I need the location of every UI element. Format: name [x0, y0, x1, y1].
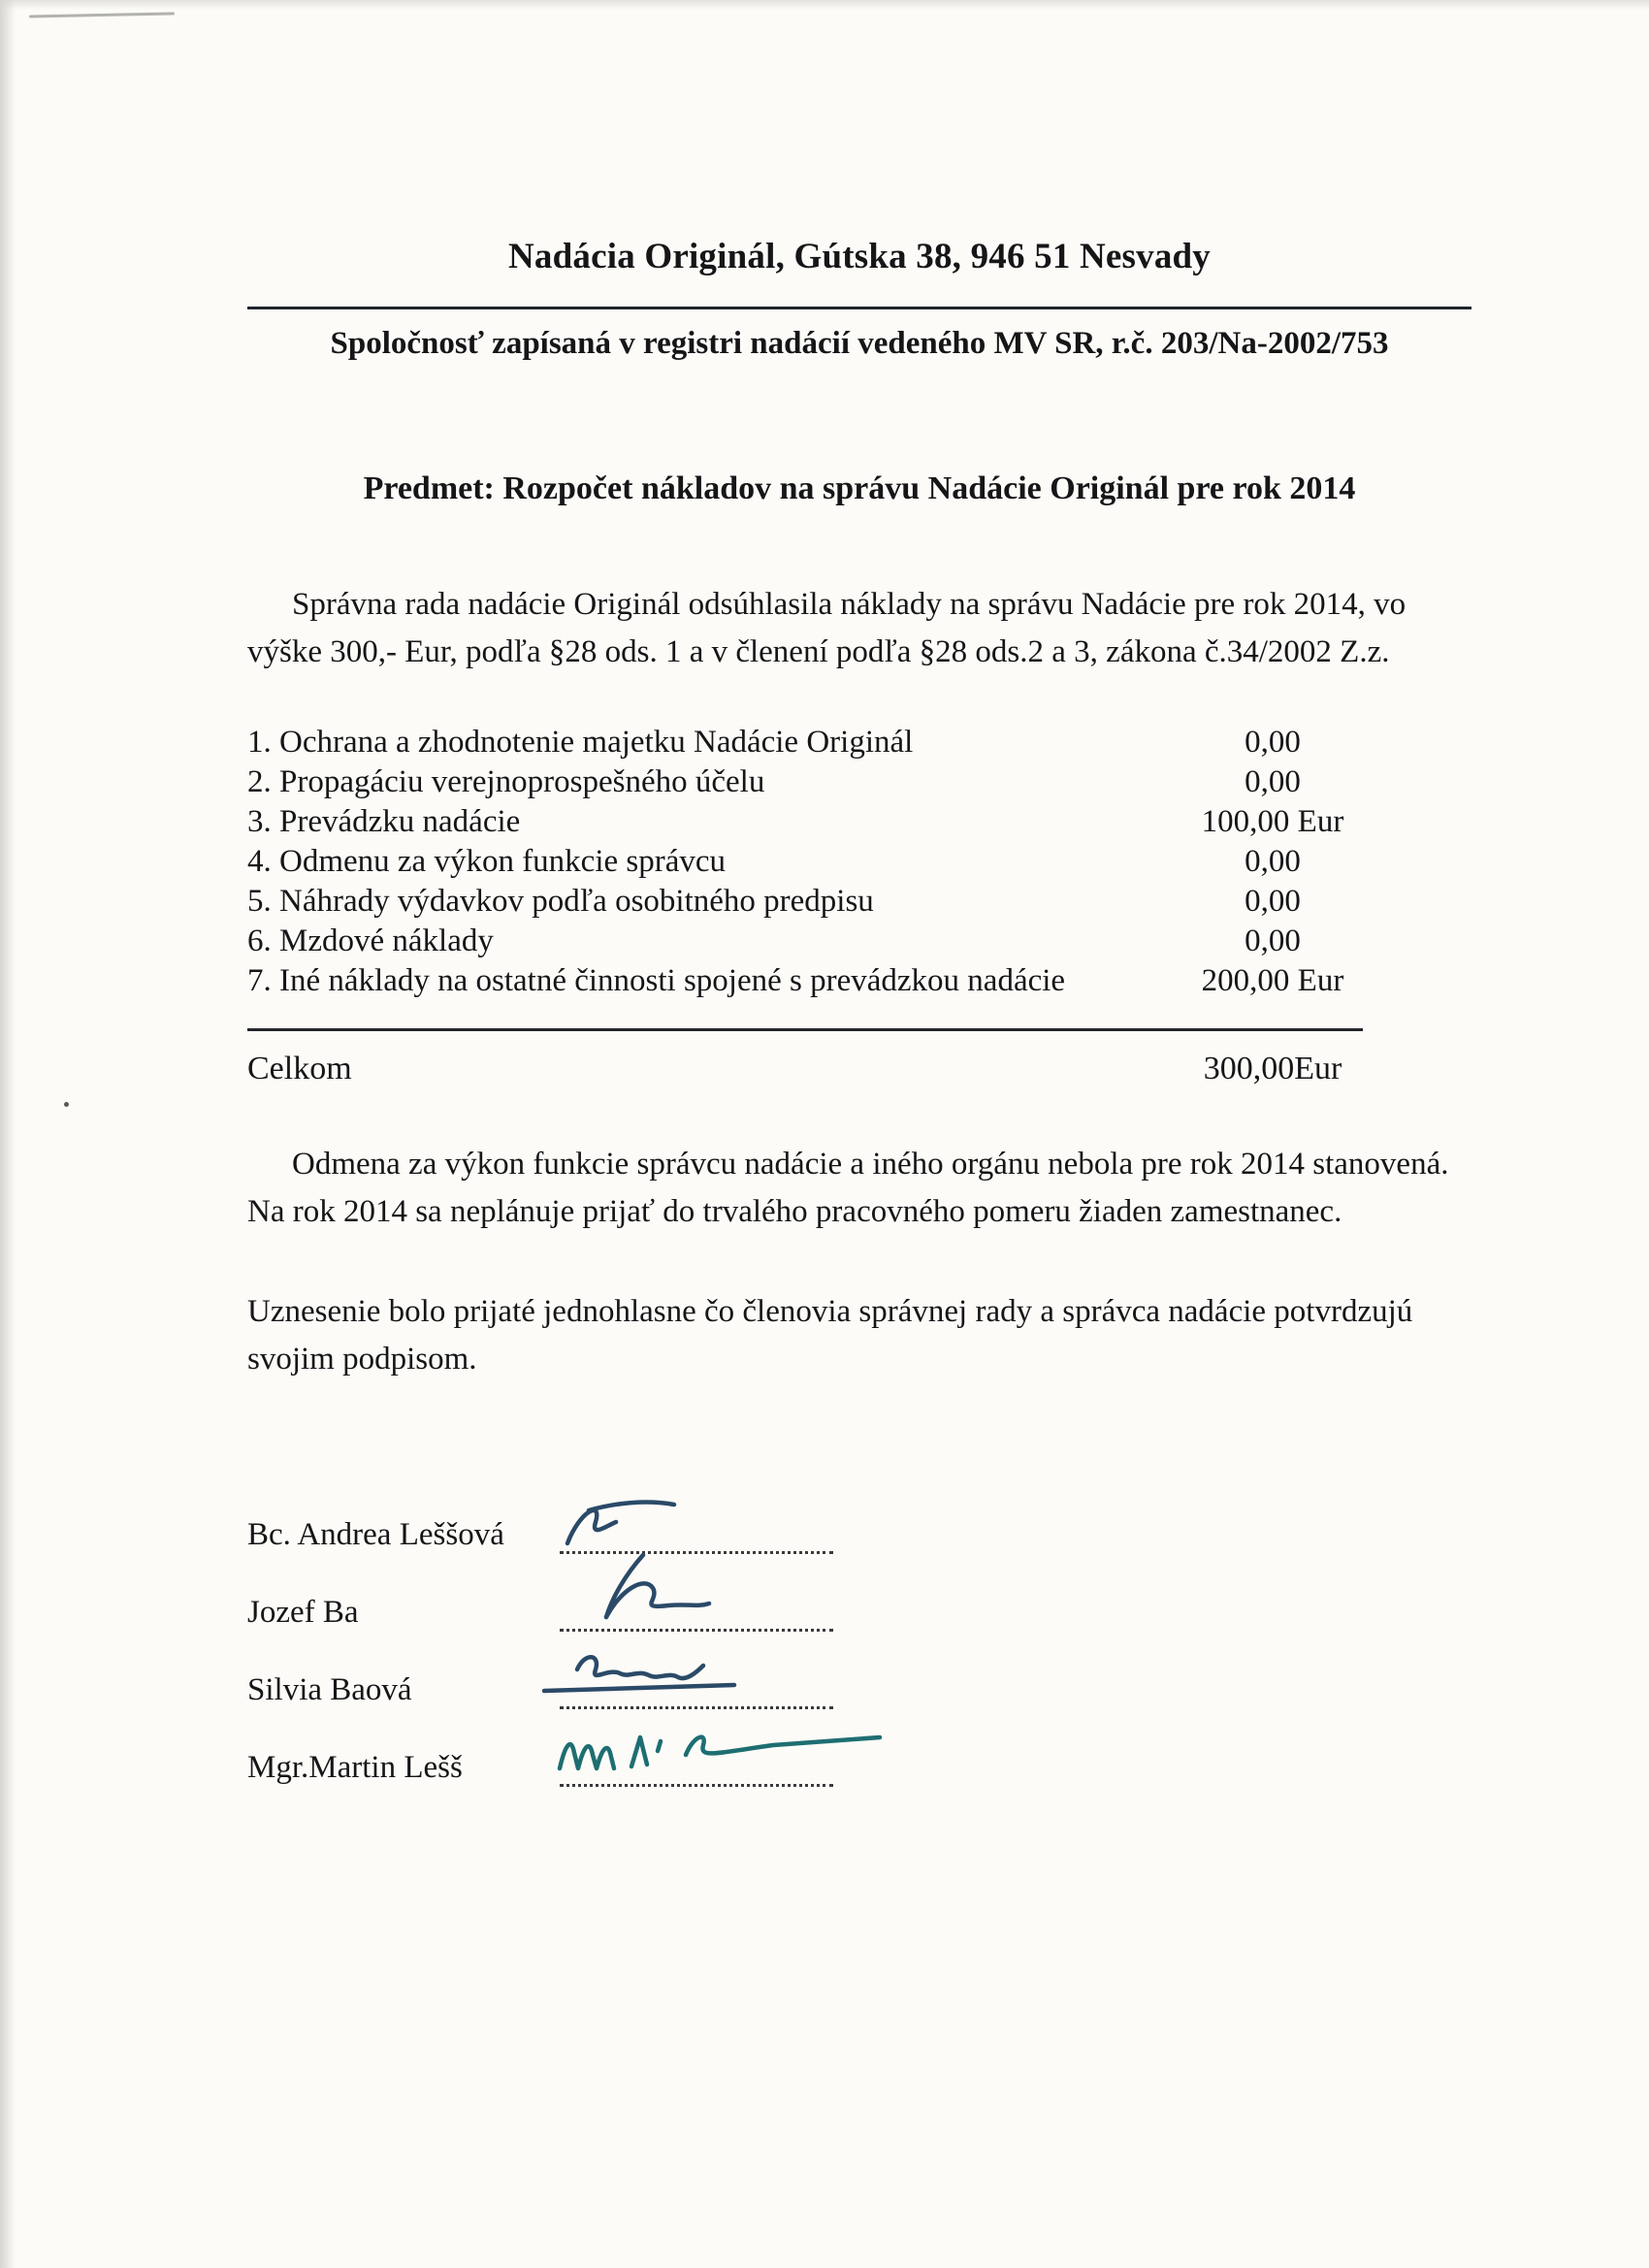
signature-row: [247, 1554, 1471, 1632]
title-underline-rule: [247, 307, 1471, 309]
registration-line: Spoločnosť zapísaná v registri nadácií vedeného MV SR, r.č. 203/Na-2002/753: [330, 326, 1389, 361]
cost-item-row: [247, 723, 1471, 762]
signature-ink-silvia: [550, 1635, 841, 1712]
cost-item-amount: 0,00: [1245, 923, 1301, 958]
cost-item-label: 7. Iné náklady na ostatné činnosti spojené s prevádzkou nadácie: [247, 963, 1066, 998]
total-label: Celkom: [247, 1051, 352, 1086]
document-content: [247, 235, 1471, 1787]
cost-item-amount: 0,00: [1245, 884, 1301, 919]
signature-dotted-line: [560, 1619, 833, 1632]
total-row: [247, 1049, 1471, 1088]
cost-item-row: [247, 842, 1471, 882]
signature-ink-martin: [550, 1712, 957, 1790]
signature-block: [247, 1476, 1471, 1787]
cost-item-amount: 0,00: [1245, 844, 1301, 879]
cost-item-label: 2. Propagáciu verejnoprospešného účelu: [247, 764, 765, 799]
scan-artifact-speck: [64, 1102, 69, 1107]
cost-item-label: 3. Prevádzku nadácie: [247, 804, 521, 839]
signature-row: [247, 1709, 1471, 1787]
signatory-name: Jozef Ba: [247, 1595, 359, 1630]
signature-dotted-line: [560, 1541, 833, 1554]
cost-item-label: 6. Mzdové náklady: [247, 923, 494, 958]
signature-dotted-line: [560, 1774, 833, 1787]
cost-item-row: [247, 961, 1471, 1001]
signature-dotted-line: [560, 1697, 833, 1709]
scan-artifact-edge-line: [29, 12, 175, 17]
cost-item-row: [247, 762, 1471, 802]
subject-line: Predmet: Rozpočet nákladov na správu Nadácie Originál pre rok 2014: [363, 470, 1356, 506]
total-divider-rule: [247, 1028, 1363, 1031]
signature-row: [247, 1632, 1471, 1709]
signature-row: [247, 1476, 1471, 1554]
signature-ink-jozef: [550, 1547, 841, 1635]
signatory-name: Mgr.Martin Lešš: [247, 1750, 463, 1785]
signatory-name: Bc. Andrea Leššová: [247, 1517, 504, 1552]
cost-item-label: 4. Odmenu za výkon funkcie správcu: [247, 844, 727, 879]
document-title: Nadácia Originál, Gútska 38, 946 51 Nesvady: [508, 237, 1211, 276]
scan-artifact-left-shade: [0, 0, 16, 2268]
signature-ink-andrea: [550, 1479, 841, 1557]
total-amount: 300,00Eur: [1203, 1051, 1342, 1086]
cost-item-amount: 0,00: [1245, 725, 1301, 760]
signatory-name: Silvia Baová: [247, 1672, 412, 1707]
intro-paragraph: Správna rada nadácie Originál odsúhlasila náklady na správu Nadácie pre rok 2014, vo výške 300,- Eur, podľa §28 ods. 1 a v členení podľa §28 ods.2 a 3, zákona č.34/2002 Z.z.: [247, 587, 1406, 669]
resolution-paragraph: Uznesenie bolo prijaté jednohlasne čo členovia správnej rady a správca nadácie potvrdzujú svojim podpisom.: [247, 1294, 1413, 1377]
scan-artifact-top-shade: [0, 0, 1649, 10]
cost-item-label: 5. Náhrady výdavkov podľa osobitného predpisu: [247, 884, 874, 919]
remuneration-paragraph: Odmena za výkon funkcie správcu nadácie a iného orgánu nebola pre rok 2014 stanovená. Na rok 2014 sa neplánuje prijať do trvalého pracovného pomeru žiaden zamestnanec.: [247, 1147, 1449, 1229]
cost-list: [247, 723, 1471, 1001]
cost-item-label: 1. Ochrana a zhodnotenie majetku Nadácie Originál: [247, 725, 914, 760]
cost-item-row: [247, 882, 1471, 922]
cost-item-amount: 0,00: [1245, 764, 1301, 799]
cost-item-row: [247, 802, 1471, 842]
cost-item-amount: 100,00 Eur: [1201, 804, 1344, 839]
cost-item-row: [247, 922, 1471, 961]
cost-item-amount: 200,00 Eur: [1201, 963, 1344, 998]
